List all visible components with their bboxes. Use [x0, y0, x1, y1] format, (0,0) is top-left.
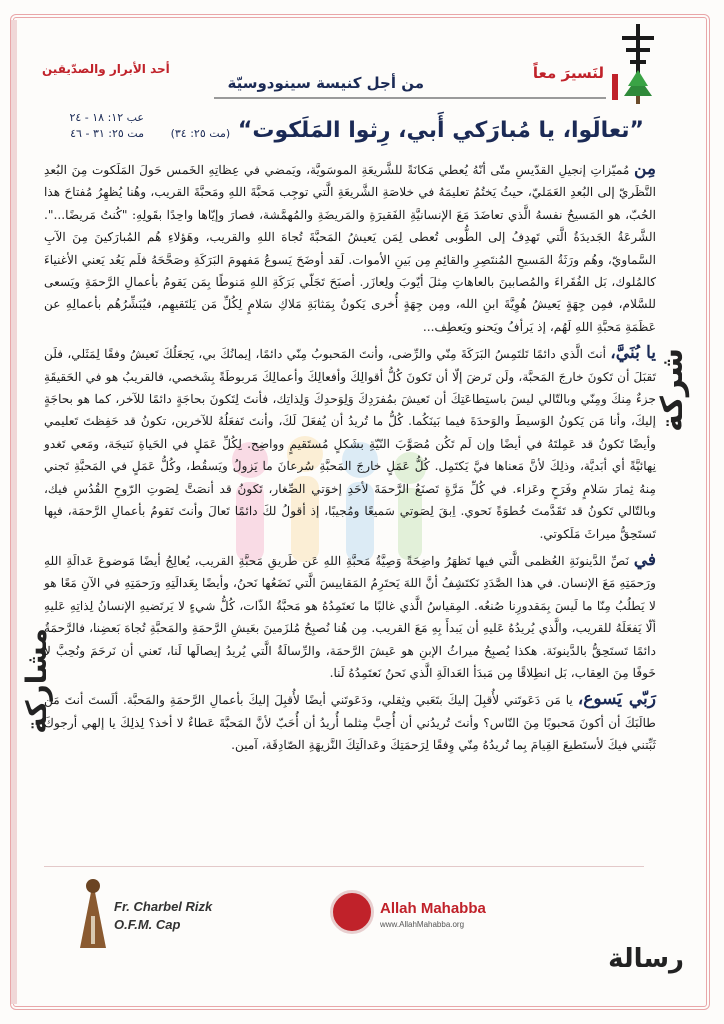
reference-hebrews: عب ١٢: ١٨ - ٢٤ [69, 111, 144, 124]
paragraph-1 [44, 158, 656, 338]
footer-divider [44, 866, 644, 867]
scripture-references [44, 110, 144, 142]
side-ribbon [0, 0, 30, 1024]
article-body [44, 158, 656, 860]
header-subtitle: من أجل كنيسة سينودوسيّة [227, 74, 424, 92]
paragraph-4 [44, 688, 656, 756]
sunday-label: أحد الأبرار والصدّيقين [42, 62, 170, 76]
org-url[interactable]: www.AllahMahabba.org [380, 920, 465, 929]
paragraph-4-text: يا مَن دَعَوتَني لأُقبِلَ إليكَ بتَعَبي وثِقلي، ودَعَوتَني أيضًا لأُقبِلَ إليكَ بأعمالِ الرَّحمَةِ والمَحبَّة. ألَستَ أنتَ مَن طالَبَكَ أن أكونَ مَحبوبًا مِنَ النّاس؟ وأنتَ تُريدُني أن أُحِبَّ مِثلما أُريدُ أن أُحَبّ لأنَّ المَحبَّةَ عَطاءٌ لا أخذ؟ لِذلِكَ يا إلهي أرجوكَ ثَبِّتني فيكَ لأستَطيعَ القِيامَ بِما تُريدُهُ مِنّي وِفقًا لِرَحمَتِكَ وعَدالَتِكَ النَّزيهَةِ الصّادِقَة، آمين. [44, 693, 656, 753]
paragraph-3-text: نَصِّ الدَّينونَةِ العُظمى الَّتي فيها تَظهَرُ واضِحَةً وَصِيَّةُ مَحبَّةِ اللهِ عَن طَريقِ مَحبَّةِ القريب، يُعالِجُ أيضًا مَوضوعَ عَدالَةِ اللهِ ورَحمَتِهِ مَعَ الإنسان. في هذا الصَّدَدِ نَكتَشِفُ أنَّ اللهَ يَحتَرِمُ المَقاييسَ الَّتي نَضَعُها نَحنُ، وأيضًا بِعَدالَتِهِ ورَحمَتِهِ في الآنِ مَعًا هو لا يَطلُبُ مِنّا ما لَيسَ بِمَقدورِنا صُنعُه. المِقياسُ الَّذي غالبًا ما نَعتَمِدُهُ هو مَحبَّةُ الذّات، كُلُّ شيءٍ لا يَرتَضيهِ الإنسانُ لِذاتِهِ عَليهِ ألّا يَفعَلَهُ للقريب، والَّذي يُريدُهُ عَليهِ أن يَبدأَ بِهِ مَعَ القريب. مِن هُنا نُصبِحُ مُلزَمينَ بعَيشِ الرَّحمَةِ والمَحبَّةِ تُجاهَ بَعضِنا، فالرَّحمَةُ دائمًا تَستَحِقُّ بالدَّينونَة. هكذا يُصبِحُ ميراثُ الإبنِ هو عَيشَ الرَّحمَة، والرِّسالَةُ الَّتي يُريدُ إيصالَها لَنا، تَعني أن نَرحَمَ ونُحِبَّ لا خَوفًا مِنَ العِقاب، بَل انطِلاقًا مِن مَبدَأ العَدالَةِ الَّذي نَحنُ نَعتَمِدُهُ لَنا. [44, 553, 656, 680]
author-name: Fr. Charbel Rizk [114, 899, 213, 914]
reference-matthew: مت ٢٥: ٣١ - ٤٦ [70, 127, 144, 140]
side-word-risala: رسالة [608, 944, 684, 974]
header-tagline: لنَسيرَ معاً [532, 64, 604, 82]
paragraph-4-lead: رَبّي يَسوع، [577, 689, 657, 710]
allah-mahabba-logo-icon [330, 890, 374, 934]
paragraph-3-lead: في [633, 549, 656, 570]
friar-figure-icon [76, 876, 110, 952]
title-citation: (مت ٢٥: ٣٤) [170, 127, 231, 140]
paragraph-2-lead: يا بُنَيَّ، [610, 343, 657, 364]
paragraph-1-lead: مِن [633, 159, 656, 179]
org-name: Allah Mahabba [380, 900, 486, 917]
paragraph-2 [44, 342, 656, 545]
title-text: ”تعالَوا، يا مُبارَكي أَبي، رِثوا المَلَكوت“ [237, 118, 644, 143]
page-title [164, 118, 644, 143]
side-word-musharaka: مشاركة [20, 628, 53, 734]
author-order: O.F.M. Cap [114, 917, 181, 932]
author-credit [114, 898, 234, 934]
paragraph-3 [44, 549, 656, 684]
header-divider [214, 97, 606, 99]
paragraph-1-text: مُميّزاتِ إنجيلِ القدّيسِ متّى أنّهُ يُعطي مَكانَةً للشَّريعَةِ الموسَويَّة، ويَمضي في عِظاتِهِ الخَمس حَولَ المَلَكوت مِنَ البُعدِ النَّظَريّ إلى البُعدِ العَمَليّ، حيثُ يَختُمُ تعليمَهُ في خلاصَةِ الشَّريعَةِ الَّتي توجِب مَحبَّةَ اللهِ ومَحبَّةَ القريب، وهُنا يُظهِرُ مُفتاحَ هذا الحُبّ، هو المَسيحُ نفسهُ الَّذي تعاضَدَ مَعَ الإنسانيَّةِ الفَقيرَةِ والمَريضَةِ والمُهمَّشة، فصارَ وإيّاها واحِدًا بقَولِهِ: "كُنتُ مَريضًا...". الشَّرعَةُ الجَديدَةُ الَّتي تَهدِفُ إلى الطُّوبى تُعطى لِمَن يَعيشُ المَحبَّةَ تُجاهَ اللهِ والقريب، وهَؤلاءِ هُم المُبارَكينَ مِنَ الآبِ السَّماويّ، وهُم ورَثَةُ المَسيحِ المُنتَصِرِ والقائِمِ مِن بَينِ الأموات. لَقد أوضَحَ يَسوعُ مَفهومَ البَرَكَةِ وصَحَّحَهُ فلَم يَعُد يَعني الأغنياءَ كالمُلوك، بَل الفُقَراءَ والمُصابينَ بالعاهاتِ مِثلَ أيّوبَ ولِعازَر. أصبَحَ تَجَلّي بَرَكَةِ اللهِ مَنوطًا بِمَن يَقومُ بأعمالِ الرَّحمَةِ ويَسعى للسَّلام، فمِن جِهَةٍ يَعيشُ هُوِيَّةَ ابنِ الله، ومِن جِهَةٍ أُخرى يَكونُ بِمَثابَةِ مَلاكِ سَلامٍ لِكُلِّ مَن يَلتَقيهِم، فيُبَشِّرُهُم بأعمالِهِ عن عَظَمَةِ مَحبَّةِ اللهِ لَهُم، إذ يَرأفُ ويَحنو ويَعطِف... [44, 163, 656, 334]
paragraph-2-text: أنتَ الَّذي دائمًا تَلتَمِسُ البَرَكَةَ مِنّي والرِّضى، وأنتَ المَحبوبُ مِنّي دائمًا، إيمانُكَ بي، يَجعَلُكَ تَعيشُ وفقًا لِمَثَلي، فلَن تَقبَلَ أن تَكونَ خارجَ المَحبَّة، ولَن تَرضَ إلّا أن تَكونَ كُلُّ أقوالِكَ وأفعالِكَ وأعمالِكَ مَربوطَةً بِشَخصي، فالقريبُ هو في الحَقيقَةِ جزءٌ مِنكَ ومِنّي وبالتّالي ليسَ باستِطاعَتِكَ أن تَعيشَ بمُفرَدِكَ وَلِوَحدِكَ وَلِذاتِك، فأنتَ لِتَكونَ بحاجَةٍ دائمًا للآخر، كما هو بحاجَةٍ إليكَ، وأنا مَن يَكونُ الوَسيطَ والوَحدَةَ فيما بَينَكُما. كُلُّ ما تُريدُ أن يُفعَلَ لَكَ، وأنتَ تَفعَلُهُ للآخرين، تكونُ قد حَفِظتَ تَعليمي وأيضًا تَكونُ قد عَمِلتَهُ في أيضًا وإن لَم تَكُن مُصَوَّبَ النّيّةِ بشَكلٍ مُستَقيمٍ وواضِح. لِكُلِّ عَمَلٍ في الحَياةِ نَتيجَة، ومَعي تَغدو نِهائيَّةً أي أبَديَّة، وذلِكَ لأنَّ مَعناها فيَّ يَكتَمِل. كُلُّ عَمَلٍ خارجَ المَحبَّةِ سُرعانَ ما يَزولُ ويَسقُط، وكُلُّ عَمَلٍ في المَحبَّةِ تَجني مِنهُ ثِمارَ سَلامٍ وفَرَحٍ وعَزاء. في كُلِّ مَرَّةٍ تَصنَعُ الرَّحمَةَ لأحَدِ إخوَتي الصِّغار، تَكونُ قد أنصَتَّ لِصَوتِ الرّوحِ القُدُسِ فيك، وبالتّالي تَكونُ قد تَقَدَّمتَ خُطوَةً نَحوي. اِبقَ لِصَوتي سَميعًا ومُجيبًا، إذ أقولُ لكَ دائمًا تَعالَ وأنتَ تَقومُ بأعمالِ الرَّحمَة، فبِها تَستَحِقُّ ميراثَ مَلَكوتي. [44, 347, 656, 541]
cross-cedar-logo-icon [612, 22, 664, 106]
side-word-sharika: شركة [655, 348, 690, 432]
